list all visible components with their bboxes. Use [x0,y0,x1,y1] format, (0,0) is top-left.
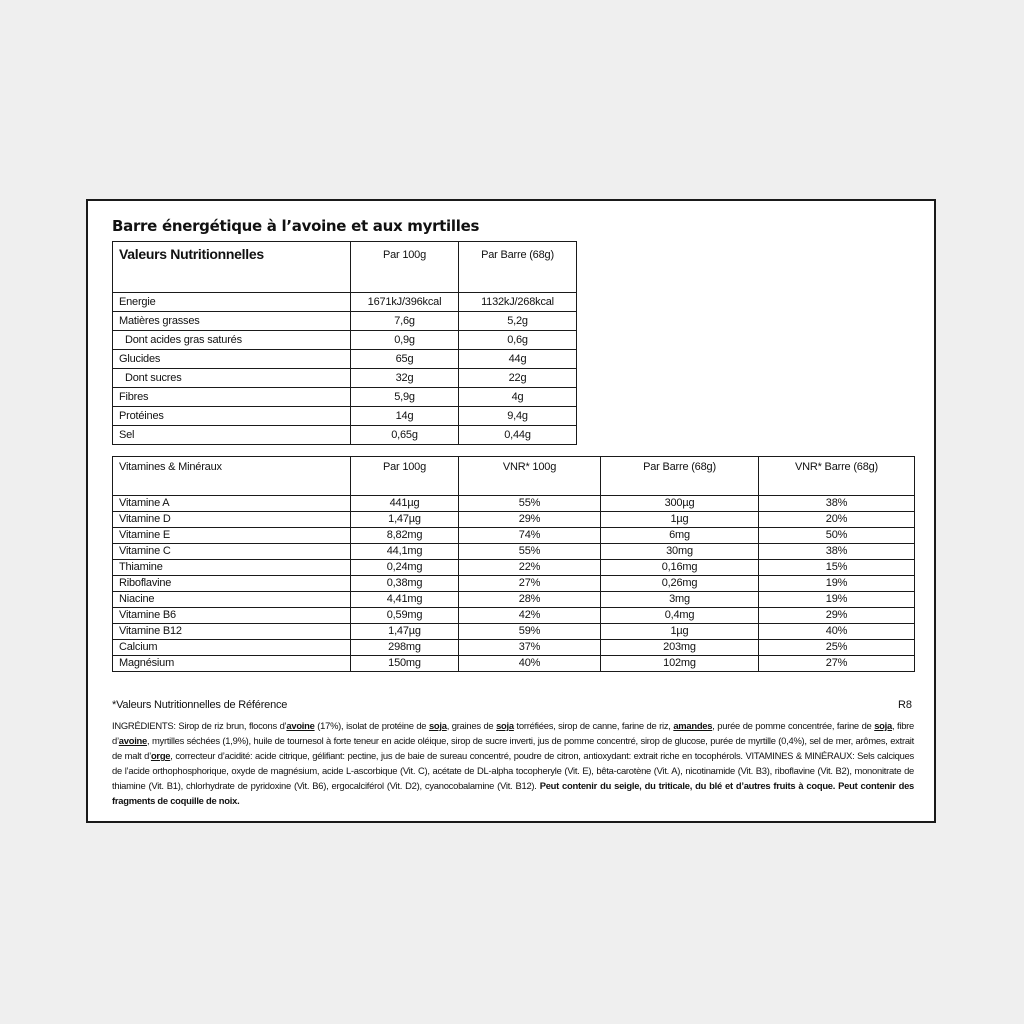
vitamin-row [113,560,915,576]
vitamins-header-per100: Par 100g [351,457,459,496]
vitamin-perbar: 6mg [601,528,759,544]
vitamin-row [113,544,915,560]
vitamin-vnrbar: 38% [759,496,915,512]
nutrition-header-label: Valeurs Nutritionnelles [113,242,351,293]
vitamin-row [113,624,915,640]
vitamin-vnr100: 29% [459,512,601,528]
vitamins-table [112,456,915,672]
vitamin-vnrbar: 20% [759,512,915,528]
nutrition-row [113,426,577,445]
nutrient-per100: 7,6g [351,312,459,331]
nutrient-name: Matières grasses [113,312,351,331]
vitamin-vnrbar: 19% [759,592,915,608]
vitamin-per100: 150mg [351,656,459,672]
vitamin-perbar: 3mg [601,592,759,608]
nutrition-row [113,388,577,407]
vitamin-perbar: 0,26mg [601,576,759,592]
vitamin-name: Vitamine A [113,496,351,512]
vitamin-per100: 44,1mg [351,544,459,560]
nutrition-header-perbar: Par Barre (68g) [459,242,577,293]
vitamin-vnr100: 27% [459,576,601,592]
vitamin-vnr100: 37% [459,640,601,656]
ingredient-segment: (17%), isolat de protéine de [314,720,429,731]
nutrient-perbar: 5,2g [459,312,577,331]
nutrition-row [113,369,577,388]
nutrient-perbar: 44g [459,350,577,369]
nutrient-name: Energie [113,293,351,312]
vitamin-row [113,496,915,512]
nutrient-name: Fibres [113,388,351,407]
vitamin-vnr100: 42% [459,608,601,624]
nutrient-name: Dont sucres [113,369,351,388]
nutrient-perbar: 4g [459,388,577,407]
vitamin-row [113,592,915,608]
nutrition-row [113,350,577,369]
nutrient-per100: 0,65g [351,426,459,445]
vitamins-header-vnr100: VNR* 100g [459,457,601,496]
vitamin-name: Vitamine D [113,512,351,528]
reference-code: R8 [897,699,912,711]
vitamins-body [113,496,915,672]
ingredient-segment: , fibre d’ [112,720,914,746]
vitamin-per100: 0,24mg [351,560,459,576]
nutrition-body [113,293,577,445]
nutrition-row [113,312,577,331]
ingredient-segment: torréfiées, sirop de canne, farine de riz, [513,720,674,731]
allergen-text: avoine [286,720,315,731]
vitamins-header-label: Vitamines & Minéraux [113,457,351,496]
vitamin-vnr100: 22% [459,560,601,576]
nutrient-perbar: 0,6g [459,331,577,350]
vitamins-header-perbar: Par Barre (68g) [601,457,759,496]
vitamin-perbar: 30mg [601,544,759,560]
vitamin-perbar: 102mg [601,656,759,672]
nutrition-row [113,293,577,312]
ingredient-segment: , correcteur d’acidité: acide citrique, gélifiant: pectine, jus de baie de sureau concentré, poudre de citron, antioxydant: extrait riche en tocophérols. VITAMINES & MINÉRAUX: Sels calciques de l’acide orthophosphorique, oxyde de magnésium, acide L-ascorbique (Vit. C), acétate de DL-alpha tocopheryle (Vit. E), bêta-carotène (Vit. A), nicotinamide (Vit. B3), riboflavine (Vit. B2), mononitrate de thiamine (Vit. B1), chlorhydrate de pyridoxine (Vit. B6), ergocalciférol (Vit. D2), cyanocobalamine (Vit. B12). [112,750,914,791]
vitamin-vnrbar: 25% [759,640,915,656]
allergen-text: soja [496,720,514,731]
vitamin-name: Riboflavine [113,576,351,592]
vitamin-perbar: 0,4mg [601,608,759,624]
vitamin-name: Vitamine C [113,544,351,560]
nutrient-per100: 0,9g [351,331,459,350]
nutrient-perbar: 9,4g [459,407,577,426]
vitamin-vnrbar: 19% [759,576,915,592]
vitamin-per100: 8,82mg [351,528,459,544]
nutrition-row [113,407,577,426]
vitamin-per100: 298mg [351,640,459,656]
vitamin-name: Niacine [113,592,351,608]
vitamin-vnr100: 55% [459,544,601,560]
vitamin-vnr100: 55% [459,496,601,512]
vitamin-per100: 4,41mg [351,592,459,608]
vitamin-perbar: 203mg [601,640,759,656]
nutrition-table [112,241,577,445]
vitamin-vnrbar: 38% [759,544,915,560]
allergen-text: amandes [673,720,713,731]
nutrient-per100: 5,9g [351,388,459,407]
vitamin-vnrbar: 40% [759,624,915,640]
vitamin-vnrbar: 27% [759,656,915,672]
allergen-text: avoine [118,735,147,746]
vitamin-per100: 1,47µg [351,512,459,528]
vitamin-vnr100: 59% [459,624,601,640]
vitamin-vnrbar: 50% [759,528,915,544]
vitamin-row [113,512,915,528]
allergen-text: orge [150,750,171,761]
allergen-warning: Peut contenir du seigle, du triticale, du blé et d’autres fruits à coque. Peut contenir des fragments de coquille de noix. [112,780,914,806]
nutrition-row [113,331,577,350]
vitamin-perbar: 1µg [601,512,759,528]
vitamin-vnr100: 28% [459,592,601,608]
vitamin-name: Thiamine [113,560,351,576]
vitamin-vnr100: 40% [459,656,601,672]
nutrient-per100: 1671kJ/396kcal [351,293,459,312]
nutrient-name: Glucides [113,350,351,369]
allergen-text: soja [874,720,892,731]
vitamin-row [113,576,915,592]
vitamin-perbar: 300µg [601,496,759,512]
vitamin-perbar: 0,16mg [601,560,759,576]
vitamin-per100: 0,38mg [351,576,459,592]
nutrient-name: Protéines [113,407,351,426]
vitamin-per100: 0,59mg [351,608,459,624]
nutrient-name: Sel [113,426,351,445]
vitamin-name: Calcium [113,640,351,656]
nutrient-per100: 32g [351,369,459,388]
vitamin-vnr100: 74% [459,528,601,544]
ingredients-text [112,718,914,808]
nutrient-perbar: 1132kJ/268kcal [459,293,577,312]
ingredient-segment: INGRÉDIENTS: Sirop de riz brun, flocons d’ [112,720,287,731]
vitamins-header-row [113,457,915,496]
vitamin-row [113,640,915,656]
nutrient-perbar: 22g [459,369,577,388]
nutrition-header-row [113,242,577,293]
nutrition-label-card [86,199,936,823]
vitamin-name: Vitamine B12 [113,624,351,640]
nutrient-per100: 14g [351,407,459,426]
ingredient-segment: , graines de [446,720,497,731]
vitamin-name: Vitamine E [113,528,351,544]
nutrition-header-per100: Par 100g [351,242,459,293]
vitamin-row [113,608,915,624]
footnote: *Valeurs Nutritionnelles de Référence [112,699,288,711]
vitamin-per100: 1,47µg [351,624,459,640]
product-title: Barre énergétique à l’avoine et aux myrtilles [112,217,480,235]
vitamin-row [113,656,915,672]
ingredient-segment: , myrtilles séchées (1,9%), huile de tournesol à forte teneur en acide oléique, sirop de sucre inverti, jus de pomme concentré, sirop de glucose, purée de myrtille (0,4%), sel de mer, arômes, extrait de malt d’ [112,735,914,761]
allergen-text: soja [428,720,447,731]
vitamin-row [113,528,915,544]
nutrient-perbar: 0,44g [459,426,577,445]
vitamin-perbar: 1µg [601,624,759,640]
nutrient-name: Dont acides gras saturés [113,331,351,350]
vitamins-header-vnrbar: VNR* Barre (68g) [759,457,915,496]
vitamin-name: Vitamine B6 [113,608,351,624]
vitamin-per100: 441µg [351,496,459,512]
vitamin-vnrbar: 29% [759,608,915,624]
vitamin-vnrbar: 15% [759,560,915,576]
nutrient-per100: 65g [351,350,459,369]
vitamin-name: Magnésium [113,656,351,672]
ingredient-segment: , purée de pomme concentrée, farine de [712,720,875,731]
